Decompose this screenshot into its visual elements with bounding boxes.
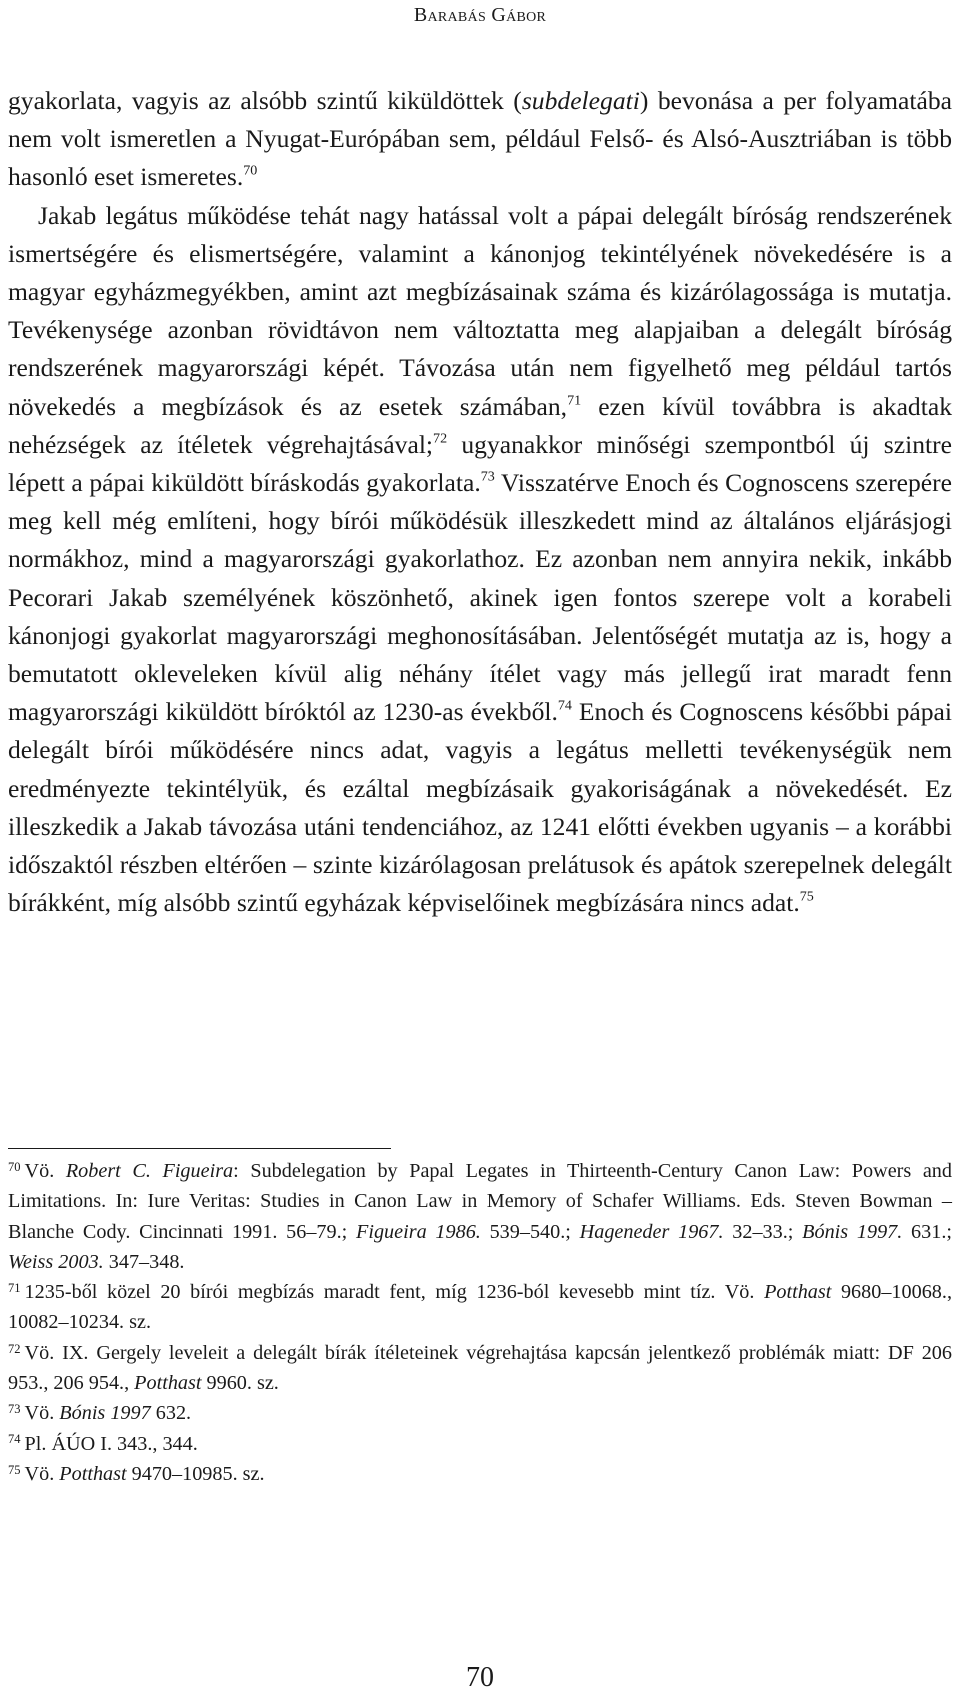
text-run: Vö. IX. Gergely leveleit a delegált bírák ítéleteinek végrehajtása kapcsán jelentkező problémák miatt: DF 206 953., 206 954., <box>8 1341 952 1395</box>
paragraph-1 <box>8 82 952 197</box>
text-run: gyakorlata, vagyis az alsóbb szintű kiküldöttek ( <box>8 86 522 115</box>
footnote-number: 75 <box>8 1462 21 1477</box>
text-run: ezen kívül továbbra is akadtak nehézségek az ítéletek végrehajtásával; <box>8 391 952 459</box>
footnote-ref-71[interactable]: 71 <box>567 392 582 409</box>
italic-term: subdelegati <box>521 86 640 115</box>
italic-author: Robert C. Figueira <box>65 1160 234 1182</box>
footnote-ref-73[interactable]: 73 <box>480 468 495 485</box>
footnote-number: 72 <box>8 1341 21 1356</box>
footnote-divider <box>8 1148 391 1149</box>
italic-ref: Figueira 1986. <box>356 1220 481 1243</box>
italic-ref: Bónis 1997 <box>59 1402 151 1425</box>
text-run: 347–348. <box>103 1250 185 1273</box>
footnote-71 <box>8 1277 952 1338</box>
text-run: 9960. sz. <box>201 1372 279 1395</box>
text-run: 632. <box>150 1402 192 1425</box>
text-run: Vö. <box>24 1462 60 1485</box>
italic-ref: Weiss 2003. <box>8 1250 104 1273</box>
text-run: ) bevonása a per folyamatába nem volt ismeretlen a Nyugat-Európában sem, például Felső- és Alsó-Ausztriában is több hasonló eset ismeretes. <box>8 86 952 192</box>
text-run: Jakab legátus működése tehát nagy hatással volt a pápai delegált bíróság rendszerének ismertségére és elismertségére, valamint a kánonjog tekintélyének növekedésére is a magyar egyházmegyékben, amint azt megbízásainak száma és kizárólagossága is mutatja. Tevékenysége azonban rövidtávon nem változtatta meg alapjaiban a delegált bíróság rendszerének magyarországi képét. Távozása után nem figyelhető meg például tartós növekedés a megbízások és az esetek számában, <box>8 200 952 421</box>
text-run: Enoch és Cognoscens későbbi pápai delegált bírói működésére nincs adat, vagyis a legátus melletti tevékenységük nem eredményezte tekintélyük, és ezáltal megbízásaik gyakoriságának a növekedését. Ez illeszkedik a Jakab távozása utáni tendenciához, az 1241 előtti években ugyanis – a korábbi időszaktól részben eltérően – szinte kizárólagosan prelátusok és apátok szerepelnek delegált bírákként, míg alsóbb szintű egyházak képviselőinek megbízására nincs adat. <box>8 697 953 918</box>
author-name: Barabás Gábor <box>413 4 547 26</box>
footnotes <box>8 1156 952 1489</box>
text-run: 9680–10068., 10082–10234. sz. <box>8 1281 952 1334</box>
footnote-ref-72[interactable]: 72 <box>433 430 448 447</box>
text-run: 9470–10985. sz. <box>126 1462 265 1485</box>
text-run: 1235-ből közel 20 bírói megbízás maradt fent, míg 1236-ból kevesebb mint tíz. Vö. <box>24 1281 765 1304</box>
footnote-ref-74[interactable]: 74 <box>557 697 572 714</box>
running-header <box>0 4 960 27</box>
italic-ref: Potthast <box>134 1372 202 1395</box>
text-run: Vö. <box>24 1402 60 1425</box>
footnote-73 <box>8 1398 952 1428</box>
italic-ref: Potthast <box>59 1462 127 1485</box>
italic-ref: Bónis 1997. <box>802 1220 903 1243</box>
footnote-75 <box>8 1459 952 1489</box>
footnote-72 <box>8 1338 952 1399</box>
text-run: 32–33.; <box>723 1220 803 1243</box>
footnote-number: 70 <box>8 1159 21 1174</box>
footnote-70 <box>8 1156 952 1277</box>
main-text <box>8 82 952 922</box>
footnote-74 <box>8 1429 952 1459</box>
italic-ref: Hageneder 1967. <box>579 1220 724 1243</box>
text-run: : Subdelegation by Papal Legates in Thirteenth-Century Canon Law: Powers and Limitations. In: Iure Veritas: Studies in Canon Law in Memory of Schafer Williams. Eds. Steven Bowman – Blanche Cody. Cincinnati 1991. 56–79.; <box>8 1160 952 1243</box>
text-run: 539–540.; <box>480 1220 580 1243</box>
footnote-number: 73 <box>8 1402 21 1417</box>
footnote-ref-75[interactable]: 75 <box>799 888 814 905</box>
text-run: 631.; <box>902 1220 952 1243</box>
footnote-ref-70[interactable]: 70 <box>243 162 258 179</box>
text-run: ugyanakkor minőségi szempontból új szintre lépett a pápai kiküldött bíráskodás gyakorlata. <box>8 429 953 498</box>
text-run: Vö. <box>24 1160 66 1182</box>
italic-ref: Potthast <box>764 1281 832 1304</box>
text-run: Visszatérve Enoch és Cognoscens szerepére meg kell még említeni, hogy bírói működésük illeszkedett mind az általános eljárásjogi normákhoz, mind a magyarországi gyakorlathoz. Ez azonban nem annyira nekik, inkább Pecorari Jakab személyének köszönhető, akinek igen fontos szerepe volt a korabeli kánonjogi gyakorlat magyarországi meghonosításában. Jelentőségét mutatja az is, hogy a bemutatott okleveleken kívül alig néhány ítélet vagy más jellegű irat maradt fenn magyarországi kiküldött bíróktól az 1230-as évekből. <box>8 468 952 727</box>
footnote-number: 71 <box>8 1280 21 1295</box>
paragraph-2 <box>8 197 952 923</box>
text-run: Pl. ÁÚO I. 343., 344. <box>24 1432 198 1455</box>
footnote-number: 74 <box>8 1432 21 1447</box>
page-number: 70 <box>466 1662 494 1693</box>
